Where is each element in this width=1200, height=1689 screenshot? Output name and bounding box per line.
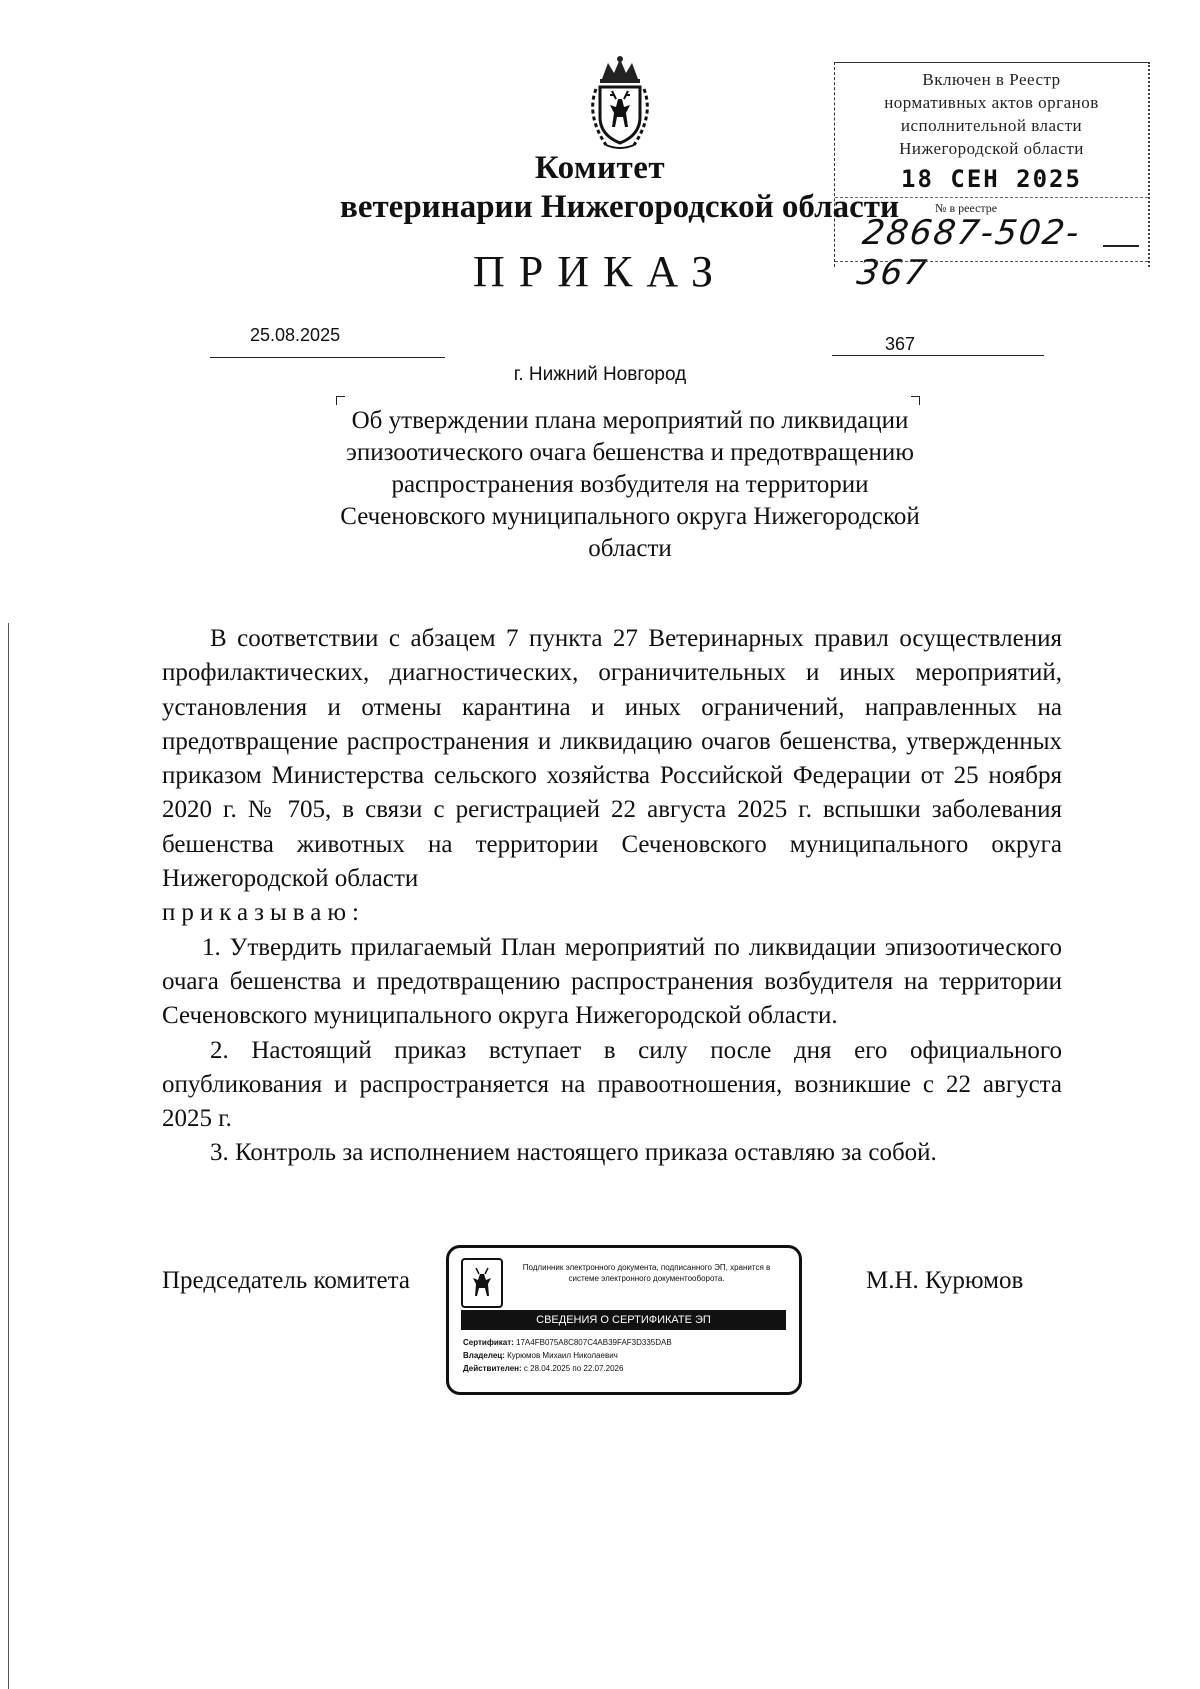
number-underline — [832, 355, 1044, 356]
registry-stamp-text — [835, 68, 1148, 160]
coat-of-arms-icon — [461, 1258, 503, 1308]
document-date: 25.08.2025 — [250, 325, 341, 345]
document-number: 367 — [885, 334, 916, 354]
stamp-divider — [835, 261, 1148, 262]
registry-number-label: № в реестре — [935, 201, 998, 215]
esig-certificate: 17A4FB075A8C807C4AB39FAF3D335DAB — [516, 1338, 672, 1347]
page-edge-line — [8, 623, 9, 1689]
document-body — [162, 622, 1062, 1171]
esig-owner: Курюмов Михаил Николаевич — [507, 1351, 618, 1360]
esig-certificate-label: Сертификат: — [463, 1338, 514, 1347]
registry-stamp-date: 18 СЕН 2025 — [901, 165, 1082, 193]
registry-stamp-line: нормативных актов органов — [884, 93, 1099, 112]
registry-stamp-line: исполнительной власти — [900, 116, 1083, 135]
document-city: г. Нижний Новгород — [513, 364, 687, 385]
electronic-signature-block — [446, 1245, 802, 1395]
order-item: 3. Контроль за исполнением настоящего приказа оставляю за собой. — [210, 1139, 937, 1167]
order-item: 1. Утвердить прилагаемый План мероприятий по ликвидации эпизоотического очага бешенства и предотвращению распространения возбудителя на территории Сеченовского муниципального округа Нижегородской области. — [162, 933, 1062, 1030]
document-type-title: ПРИКАЗ — [472, 247, 728, 296]
esig-certificate-row — [463, 1338, 672, 1347]
subject-corner-mark — [336, 396, 345, 405]
subject-corner-mark — [911, 396, 920, 405]
order-word: приказываю: — [162, 899, 365, 927]
org-title-line1: Комитет — [534, 150, 666, 186]
stamp-underline — [1103, 245, 1139, 247]
esig-valid-label: Действителен: — [463, 1364, 522, 1373]
document-subject: Об утверждении плана мероприятий по ликвидации эпизоотического очага бешенства и предотвращению распространения возбудителя на территории Сеченовского муниципального округа Нижегородской области — [340, 407, 920, 562]
registry-stamp — [834, 62, 1150, 293]
preamble-paragraph: В соответствии с абзацем 7 пункта 27 Ветеринарных правил осуществления профилактических, диагностических, ограничительных и иных мероприятий, установления и отмены карантина и иных ограничений, направленных на предотвращение распространения и ликвидацию очагов бешенства, утвержденных приказом Министерства сельского хозяйства Российской Федерации от 25 ноября 2020 г. № 705, в связи с регистрацией 22 августа 2025 г. вспышки заболевания бешенства животных на территории Сеченовского муниципального округа Нижегородской области — [162, 625, 1062, 893]
esig-header: СВЕДЕНИЯ О СЕРТИФИКАТЕ ЭП — [461, 1310, 786, 1330]
registry-stamp-line: Нижегородской области — [899, 139, 1084, 158]
coat-of-arms-icon — [570, 55, 670, 155]
stamp-divider — [835, 197, 1148, 198]
esig-valid-row — [463, 1364, 623, 1373]
esig-valid: с 28.04.2025 по 22.07.2026 — [523, 1364, 624, 1373]
date-underline — [210, 357, 445, 358]
signer-position: Председатель комитета — [162, 1267, 410, 1294]
order-item: 2. Настоящий приказ вступает в силу после дня его официального опубликования и распространяется на правоотношения, возникшие с 22 августа 2025 г. — [162, 1036, 1062, 1133]
registry-number-handwritten: 28687-502-367 — [854, 213, 1084, 293]
esig-owner-label: Владелец: — [463, 1351, 505, 1360]
esig-note: Подлинник электронного документа, подписанного ЭП, хранится в системе электронного документооборота. — [522, 1263, 771, 1283]
esig-owner-row — [463, 1351, 618, 1360]
org-title-line2: ветеринарии Нижегородской области — [340, 189, 899, 225]
registry-stamp-line: Включен в Реестр — [922, 70, 1061, 89]
signer-name: М.Н. Курюмов — [866, 1267, 1024, 1294]
